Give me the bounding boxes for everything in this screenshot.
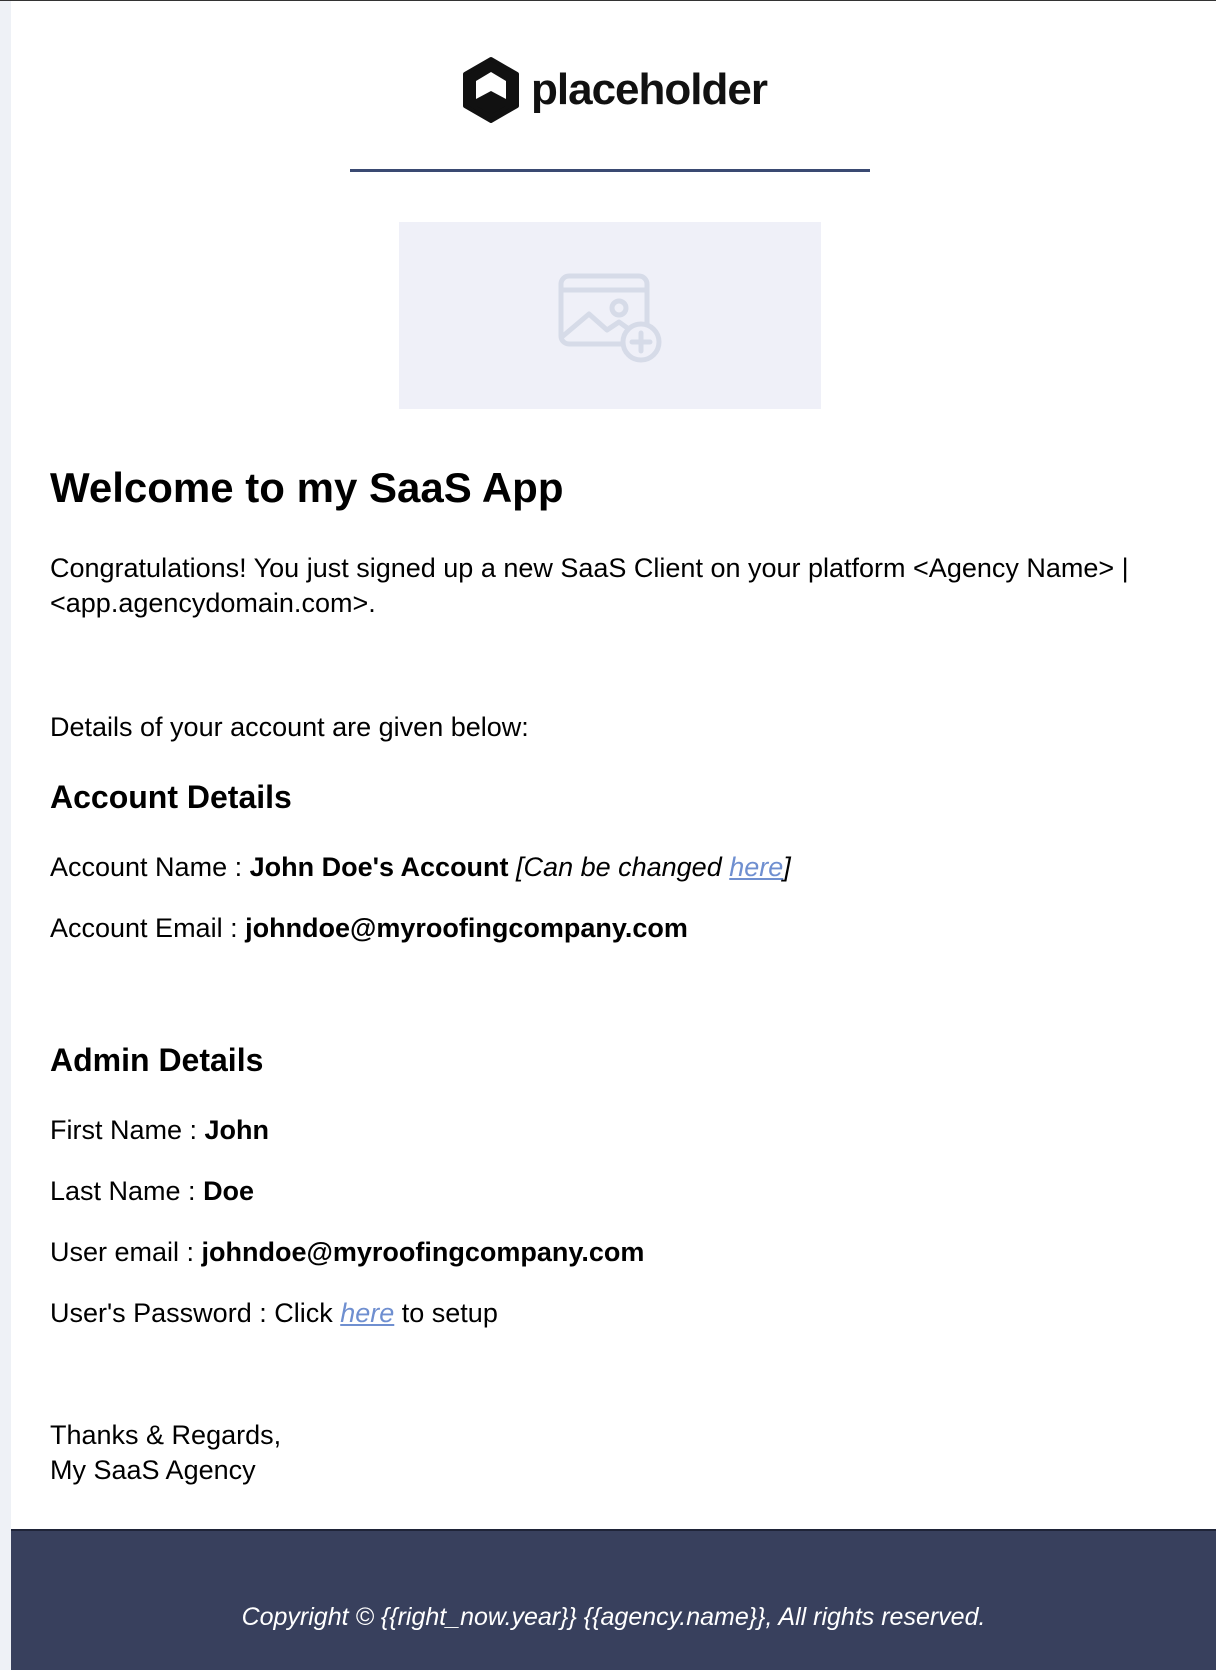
account-name-value: John Doe's Account: [249, 852, 509, 882]
add-image-icon: [555, 268, 665, 364]
first-name-value: John: [204, 1115, 270, 1145]
account-name-label: Account Name :: [50, 852, 250, 882]
email-footer: [11, 1529, 1216, 1670]
last-name-value: Doe: [203, 1176, 255, 1206]
image-placeholder: [399, 222, 821, 409]
account-name-note-prefix: [Can be changed: [508, 852, 730, 882]
email-title: Welcome to my SaaS App: [50, 464, 564, 511]
signoff-line-1: Thanks & Regards,: [50, 1420, 282, 1450]
user-email-row: [50, 1237, 644, 1268]
user-email-label: User email :: [50, 1237, 202, 1267]
details-intro: Details of your account are given below:: [50, 712, 529, 742]
account-details-heading: Account Details: [50, 779, 292, 815]
user-email-value: johndoe@myroofingcompany.com: [201, 1237, 645, 1267]
logo-text: placeholder: [531, 65, 767, 114]
logo-mark-icon: [459, 56, 523, 124]
email-body: [11, 1, 1216, 1529]
account-email-row: [50, 913, 688, 944]
account-email-value: johndoe@myroofingcompany.com: [245, 913, 688, 943]
account-name-row: [50, 852, 791, 883]
first-name-row: [50, 1115, 269, 1146]
last-name-row: [50, 1176, 254, 1207]
password-row: [50, 1298, 498, 1329]
admin-details-heading: Admin Details: [50, 1042, 264, 1078]
account-email-label: Account Email :: [50, 913, 246, 943]
logo: [459, 55, 767, 125]
intro-paragraph: Congratulations! You just signed up a new SaaS Client on your platform <Agency Name> | <app.agencydomain.com>.: [50, 553, 1129, 618]
header-divider: [350, 169, 870, 172]
signoff-line-2: My SaaS Agency: [50, 1455, 256, 1485]
password-suffix: to setup: [394, 1298, 498, 1328]
copyright-text: Copyright © {{right_now.year}} {{agency.name}}, All rights reserved.: [241, 1603, 986, 1631]
last-name-label: Last Name :: [50, 1176, 204, 1206]
first-name-label: First Name :: [50, 1115, 205, 1145]
setup-password-link[interactable]: here: [340, 1298, 395, 1328]
change-account-name-link[interactable]: here: [729, 852, 784, 882]
password-label: User's Password : Click: [50, 1298, 341, 1328]
account-name-note-suffix: ]: [783, 852, 791, 882]
